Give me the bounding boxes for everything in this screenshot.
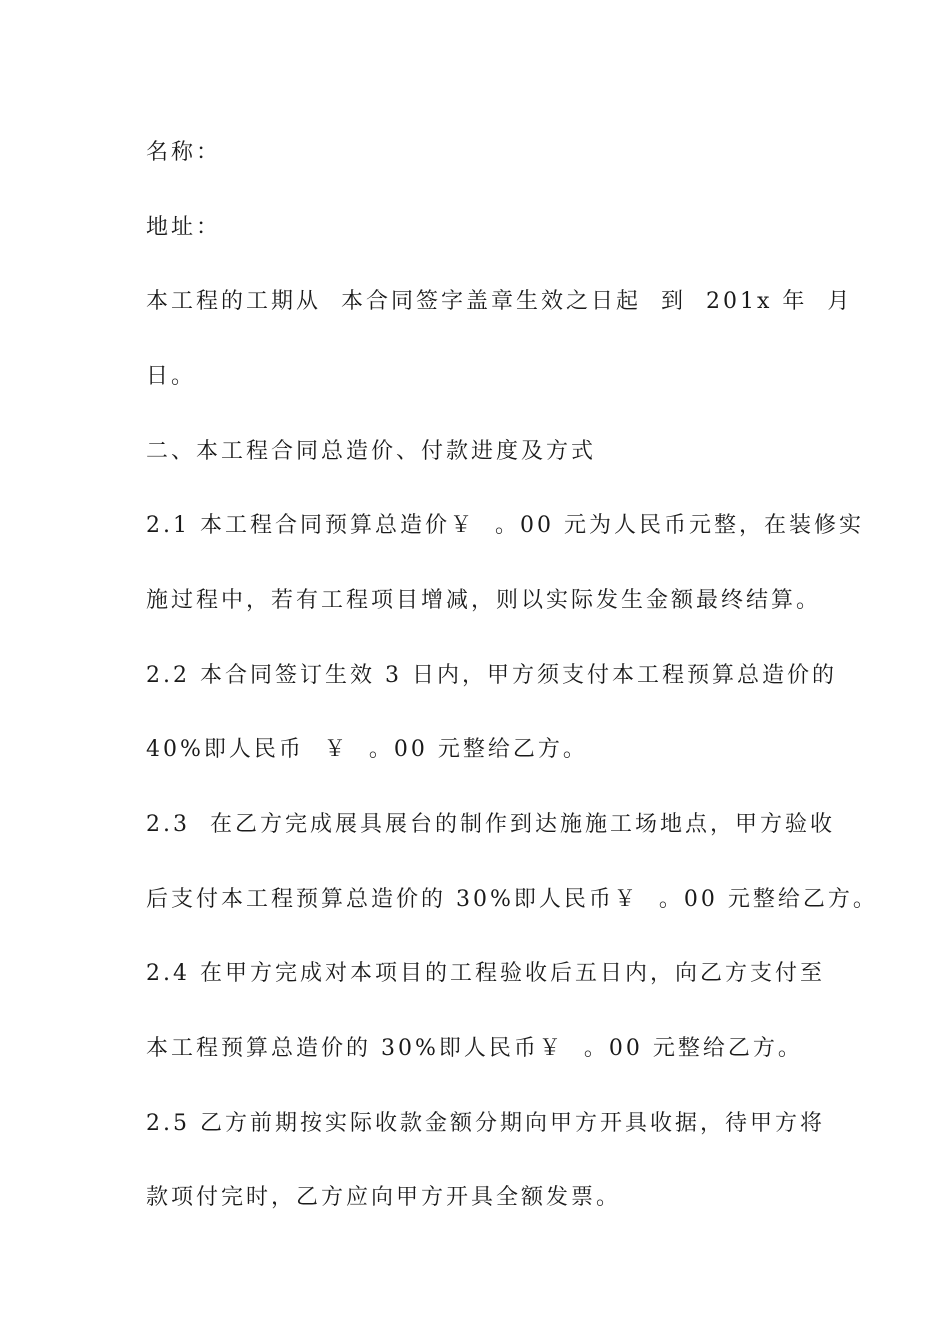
- clause-2-4-line-2: 本工程预算总造价的 30%即人民币￥ 。00 元整给乙方。: [146, 1036, 803, 1061]
- clause-2-4-line-1: 2.4 在甲方完成对本项目的工程验收后五日内，向乙方支付至: [146, 961, 825, 986]
- clause-2-1-line-1: 2.1 本工程合同预算总造价￥ 。00 元为人民币元整，在装修实: [146, 513, 864, 538]
- clause-2-5-line-1: 2.5 乙方前期按实际收款金额分期向甲方开具收据，待甲方将: [146, 1111, 825, 1136]
- clause-2-1-line-2: 施过程中，若有工程项目增减，则以实际发生金额最终结算。: [146, 588, 822, 613]
- clause-2-3-line-2: 后支付本工程预算总造价的 30%即人民币￥ 。00 元整给乙方。: [146, 887, 878, 912]
- construction-period-line-2: 日。: [146, 364, 197, 389]
- clause-2-3-line-1: 2.3 在乙方完成展具展台的制作到达施施工场地点，甲方验收: [146, 812, 835, 837]
- clause-2-5-line-2: 款项付完时，乙方应向甲方开具全额发票。: [146, 1185, 622, 1210]
- section-heading-2: 二、本工程合同总造价、付款进度及方式: [146, 439, 597, 464]
- name-label-line: 名称：: [146, 140, 222, 165]
- construction-period-line-1: 本工程的工期从 本合同签字盖章生效之日起 到 201x 年 月: [146, 289, 853, 314]
- clause-2-2-line-2: 40%即人民币 ￥ 。00 元整给乙方。: [146, 737, 588, 762]
- clause-2-2-line-1: 2.2 本合同签订生效 3 日内，甲方须支付本工程预算总造价的: [146, 663, 837, 688]
- address-label-line: 地址：: [146, 215, 222, 240]
